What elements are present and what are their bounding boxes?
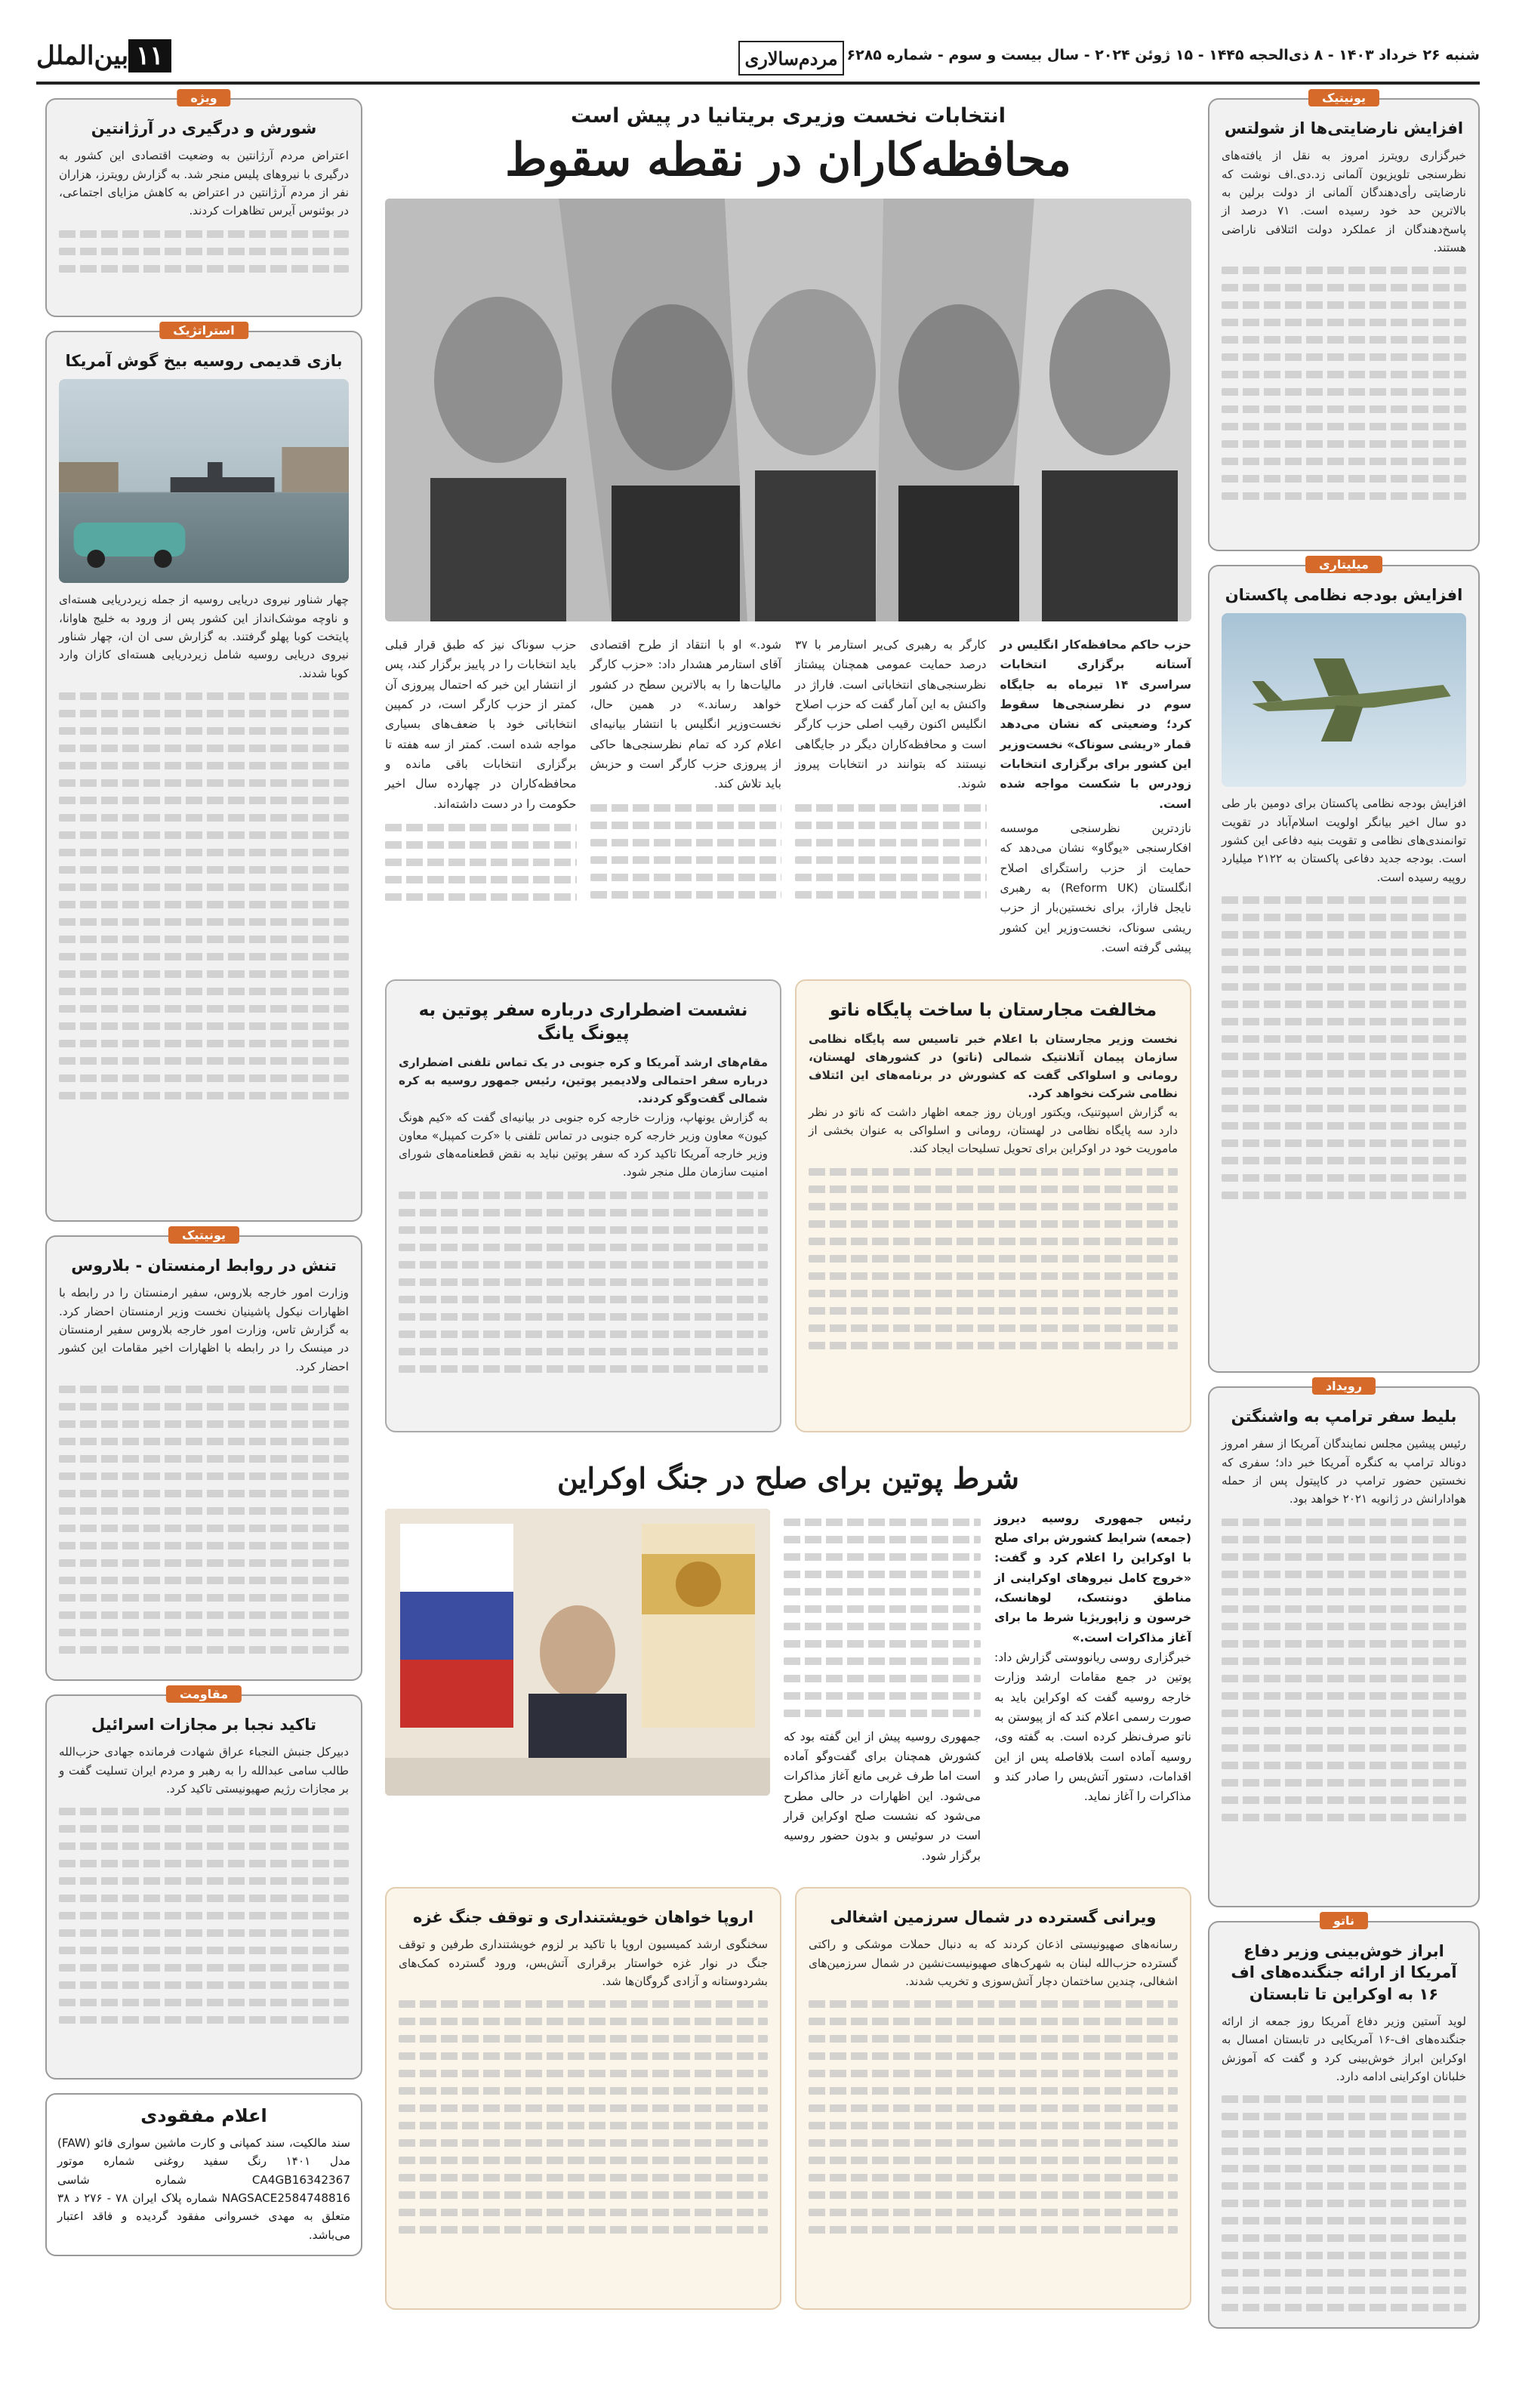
- article-body: دبیرکل جنبش النجباء عراق شهادت فرمانده جهادی حزب‌الله طالب سامی عبدالله را به رهبر و مردم ایران تسلیت گفت و بر مجازات رژیم صهیونیستی تاکید کرد.: [59, 1745, 349, 1796]
- notice-title: اعلام مفقودی: [140, 2105, 267, 2126]
- text-column: حزب سوناک نیز که طبق قرار قبلی باید انتخابات را در پاییز برگزار کند، پس از انتشار این خبر که احتمال پیروزی آن کمتر از حزب کارگر است، در کمپین انتخاباتی خود با ضعف‌های بسیاری مواجه شده است. کمتر از سه هفته تا برگزاری انتخابات باقی مانده و محافظه‌کاران در چهارده سال اخیر حکومت را در دست داشته‌اند.: [385, 635, 577, 963]
- text-column: حزب حاکم محافظه‌کار انگلیس در آستانه برگزاری انتخابات سراسری ۱۴ تیرماه به جایگاه سوم در نظرسنجی‌ها سقوط کرد؛ وضعیتی که نشان می‌دهد قمار «ریشی سوناک» نخست‌وزیر این کشور برای برگزاری انتخابات زودرس با شکست مواجه شده است. نازدترین نظرسنجی موسسه افکارسنجی «یوگاو» نشان می‌دهد که حمایت از حزب راستگرای اصلاح انگلستان (Reform UK) به رهبری نایجل فاراژ، برای نخستین‌بار از حزب ریشی سوناک، نخست‌وزیر این کشور پیشی گرفته است.: [1000, 638, 1192, 955]
- article-title: نشست اضطراری درباره سفر پوتین به پیونگ یانگ: [418, 1000, 748, 1044]
- secondary-articles: [385, 979, 1191, 1446]
- news-box: مخالفت مجارستان با ساخت پایگاه ناتو نخست وزیر مجارستان با اعلام خبر تاسیس سه پایگاه نظامی سازمان پیمان آتلانتیک شمالی (ناتو) در کشورهای لهستان، رومانی و اسلواکی گفت که کشورش در برنامه‌های این ائتلاف نظامی شرکت نخواهد کرد. به گزارش اسپوتنیک، ویکتور اوربان روز جمعه اظهار داشت که ناتو در نظر دارد سه پایگاه نظامی در لهستان، رومانی و اسلواکی به عنوان بخشی از ماموریت خود در اوکراین برای تحویل تسلیحات ایجاد کند.: [795, 979, 1191, 1432]
- article-body: اعتراض مردم آرژانتین به وضعیت اقتصادی این کشور به درگیری با نیروهای پلیس منجر شد. به گزارش رویترز، هزاران نفر از مردم آرژانتین در اعتراض به کاهش مزایای اجتماعی، در بوئنوس آیرس تظاهرات کردند.: [59, 149, 349, 218]
- newspaper-logo: مردم‌سالاری: [738, 41, 844, 76]
- main-content: [385, 98, 1191, 2323]
- putin-article: [385, 1509, 1191, 1866]
- lead-kicker: انتخابات نخست وزیری بریتانیا در پیش است: [570, 104, 1006, 128]
- notice-body: سند مالکیت، سند کمپانی و کارت ماشین سواری فائو (FAW) مدل ۱۴۰۱ رنگ سفید روغنی شماره موتور CA4GB16342367 شماره شاسی NAGSACE2584748816 شماره پلاک ایران ۷۸ - ۲۷۶ د ۳۸ متعلق به مهدی خسروانی مفقود گردیده و فاقد اعتبار می‌باشد.: [57, 2136, 350, 2242]
- right-column: [1208, 91, 1480, 2342]
- article-title: مخالفت مجارستان با ساخت پایگاه ناتو: [829, 1000, 1157, 1020]
- text-column: شود.» او با انتقاد از طرح اقتصادی آقای استارمر هشدار داد: «حزب کارگر مالیات‌ها را به بالاترین سطح در کشور خواهد رساند.» در همین حال، نخست‌وزیر انگلیس با انتشار بیانیه‌ای اعلام کرد که تمام نظرسنجی‌ها حاکی از پیروزی حزب کارگر است و حزبش باید تلاش کند.: [590, 635, 782, 963]
- text-column: رئیس جمهوری روسیه دیروز (جمعه) شرایط کشورش برای صلح با اوکراین را اعلام کرد و گفت: «خروج کامل نیروهای اوکراینی از مناطق دونتسک، لوهانسک، خرسون و زاپوریژیا شرط ما برای آغاز مذاکرات است.» خبرگزاری روسی ریانووستی گزارش داد: پوتین در جمع مقامات ارشد وزارت خارجه روسیه گفت که اوکراین باید به صورت رسمی اعلام کند که از پیوستن به ناتو صرف‌نظر کرده است. به گفته وی، روسیه آماده است بلافاصله پس از این اقدامات، دستور آتش‌بس را صادر کند و مذاکرات را آغاز نماید.: [994, 1511, 1191, 1804]
- news-box: نشست اضطراری درباره سفر پوتین به پیونگ یانگ مقام‌های ارشد آمریکا و کره جنوبی در یک تماس تلفنی اضطراری درباره سفر احتمالی ولادیمیر پوتین، رئیس جمهور روسیه به کره شمالی گفت‌وگو کردند. به گزارش یونهاپ، وزارت خارجه کره جنوبی در بیانیه‌ای گفت که «کیم هونگ کیون» معاون وزیر خارجه کره جنوبی در تماس تلفنی با «کرت کمپبل» معاون وزیر خارجه آمریکا تاکید کرد که سفر پوتین نباید به نقض قطعنامه‌های شورای امنیت سازمان ملل منجر شود.: [385, 979, 781, 1432]
- lead-title: محافظه‌کاران در نقطه سقوط: [505, 134, 1071, 187]
- article-title: افزایش نارضایتی‌ها از شولتس: [1224, 119, 1464, 137]
- article-title: ویرانی گسترده در شمال سرزمین اشغالی: [830, 1907, 1157, 1926]
- news-box: ویرانی گسترده در شمال سرزمین اشغالی رسانه‌های صهیونیستی اذعان کردند که به دنبال حملات موشکی و راکتی گسترده حزب‌الله لبنان به شهرک‌های صهیونیست‌نشین در شمال سرزمین‌های اشغالی، چندین ساختمان دچار آتش‌سوزی و تخریب شدند.: [795, 1887, 1191, 2310]
- category-tag: میلیتاری: [1305, 556, 1382, 573]
- article-body: چهار شناور نیروی دریایی روسیه از جمله زیردریایی هسته‌ای و ناوچه موشک‌انداز این کشور پس از ورود به خلیج هاوانا، پایتخت کوبا پهلو گرفتند. به گزارش سی ان ان، چهار شناور نیروی دریایی روسیه شامل زیردریایی هسته‌ای کازان وارد کوبا شدند.: [59, 593, 349, 680]
- politicians-photo-collage: [385, 199, 1191, 621]
- article-body: رئیس پیشین مجلس نمایندگان آمریکا از سفر امروز دونالد ترامپ به کنگره آمریکا خبر داد؛ سفری که نخستین حضور ترامپ در کاپیتول پس از حمله هوادارانش در ژانویه ۲۰۲۱ خواهد بود.: [1222, 1437, 1466, 1506]
- left-column: [45, 91, 362, 2256]
- category-tag: ویژه: [177, 89, 230, 106]
- news-box: [1208, 91, 1480, 551]
- category-tag: مقاومت: [166, 1685, 242, 1703]
- article-title: بازی قدیمی روسیه بیخ گوش آمریکا: [65, 352, 343, 370]
- article-body: افزایش بودجه نظامی پاکستان برای دومین بار طی دو سال اخیر بیانگر اولویت اسلام‌آباد در تقویت توانمندی‌های نظامی و تقویت بنیه دفاعی این کشور است. بودجه جدید دفاعی پاکستان به ۲۱۲۲ میلیارد روپیه رسیده است.: [1222, 797, 1466, 884]
- category-tag: یونیتیک: [1308, 89, 1379, 106]
- article-title: تنش در روابط ارمنستان - بلاروس: [71, 1256, 337, 1275]
- putin-photo: [385, 1509, 770, 1796]
- news-box: [45, 1687, 362, 2080]
- news-box: [45, 91, 362, 317]
- bottom-articles: [385, 1887, 1191, 2323]
- article-body: لوید آستین وزیر دفاع آمریکا روز جمعه از ارائه جنگنده‌های اف-۱۶ آمریکایی در تابستان امسال به اوکراین ابراز خوش‌بینی کرد و گفت که آموزش خلبانان اوکراینی ادامه دارد.: [1222, 2015, 1466, 2083]
- havana-harbor-photo: [59, 379, 349, 583]
- news-box: اروپا خواهان خویشتنداری و توقف جنگ غزه سخنگوی ارشد کمیسیون اروپا با تاکید بر لزوم خویشتنداری طرفین و توقف جنگ در نوار غزه خواستار برقراری آتش‌بس، ورود گسترده کمک‌های بشردوستانه و آزادی گروگان‌ها شد.: [385, 1887, 781, 2310]
- category-tag: یونیتیک: [168, 1226, 239, 1244]
- category-tag: استراتژیک: [159, 322, 248, 339]
- article-title: افزایش بودجه نظامی پاکستان: [1225, 586, 1463, 604]
- article-title: اروپا خواهان خویشتنداری و توقف جنگ غزه: [412, 1907, 754, 1926]
- text-column: کارگر به رهبری کی‌یر استارمر با ۳۷ درصد حمایت عمومی همچنان پیشتاز نظرسنجی‌های انتخاباتی است. فاراژ در واکنش به این آمار گفت که حزب اصلاح انگلیس اکنون رقیب اصلی حزب کارگر است و محافظه‌کاران دیگر در جایگاهی نیستند که بتوانند در انتخابات پیروز شوند.: [795, 635, 987, 963]
- page-header: [36, 36, 1480, 85]
- news-box: [1208, 1379, 1480, 1907]
- article-title: شورش و درگیری در آرژانتین: [91, 119, 317, 137]
- section-name: ۱۱بین‌الملل: [36, 39, 179, 72]
- fighter-jet-photo: [1222, 613, 1466, 787]
- lost-document-notice: [45, 2093, 362, 2256]
- lead-article-body: [385, 635, 1191, 963]
- news-box: [45, 1228, 362, 1681]
- article-title: تاکید نجبا بر مجازات اسرائیل: [91, 1716, 317, 1734]
- article-title: بلیط سفر ترامپ به واشنگتن: [1231, 1407, 1457, 1426]
- category-tag: رویداد: [1312, 1377, 1376, 1395]
- putin-article-title: شرط پوتین برای صلح در جنگ اوکراین: [557, 1460, 1019, 1495]
- article-title: ابراز خوش‌بینی وزیر دفاع آمریکا از ارائه جنگنده‌های اف ۱۶ به اوکراین تا تابستان: [1231, 1942, 1457, 2003]
- news-box: [1208, 1913, 1480, 2329]
- issue-info: شنبه ۲۶ خرداد ۱۴۰۳ - ۸ ذی‌الحجه ۱۴۴۵ - ۱۵ ژوئن ۲۰۲۴ - سال بیست و سوم - شماره ۶۲۸۵: [846, 47, 1480, 63]
- page-number: ۱۱: [128, 39, 171, 72]
- news-box: [1208, 557, 1480, 1373]
- category-tag: ناتو: [1320, 1912, 1368, 1929]
- article-body: وزارت امور خارجه بلاروس، سفیر ارمنستان را در رابطه با اظهارات نیکول پاشینیان نخست وزیر ارمنستان احضار کرد. به گزارش تاس، وزارت امور خارجه بلاروس سفیر ارمنستان در مینسک را در رابطه با اظهارات اخیر مقامات این کشور احضار کرد.: [59, 1286, 349, 1374]
- news-box: [45, 323, 362, 1222]
- text-column: جمهوری روسیه پیش از این گفته بود که کشورش همچنان برای گفت‌وگو آماده است اما طرف غربی مانع آغاز مذاکرات می‌شود. این اظهارات در حالی مطرح می‌شود که نشست صلح اوکراین قرار است در سوئیس و بدون حضور روسیه برگزار شود.: [784, 1509, 981, 1866]
- article-body: خبرگزاری رویترز امروز به نقل از یافته‌های نظرسنجی تلویزیون آلمانی زد.دی.اف نوشت که نارضایتی رأی‌دهندگان آلمانی از دولت برلین به بالاترین حد خود رسیده است. ۷۱ درصد از پاسخ‌دهندگان از عملکرد دولت ائتلافی ناراضی هستند.: [1222, 149, 1466, 254]
